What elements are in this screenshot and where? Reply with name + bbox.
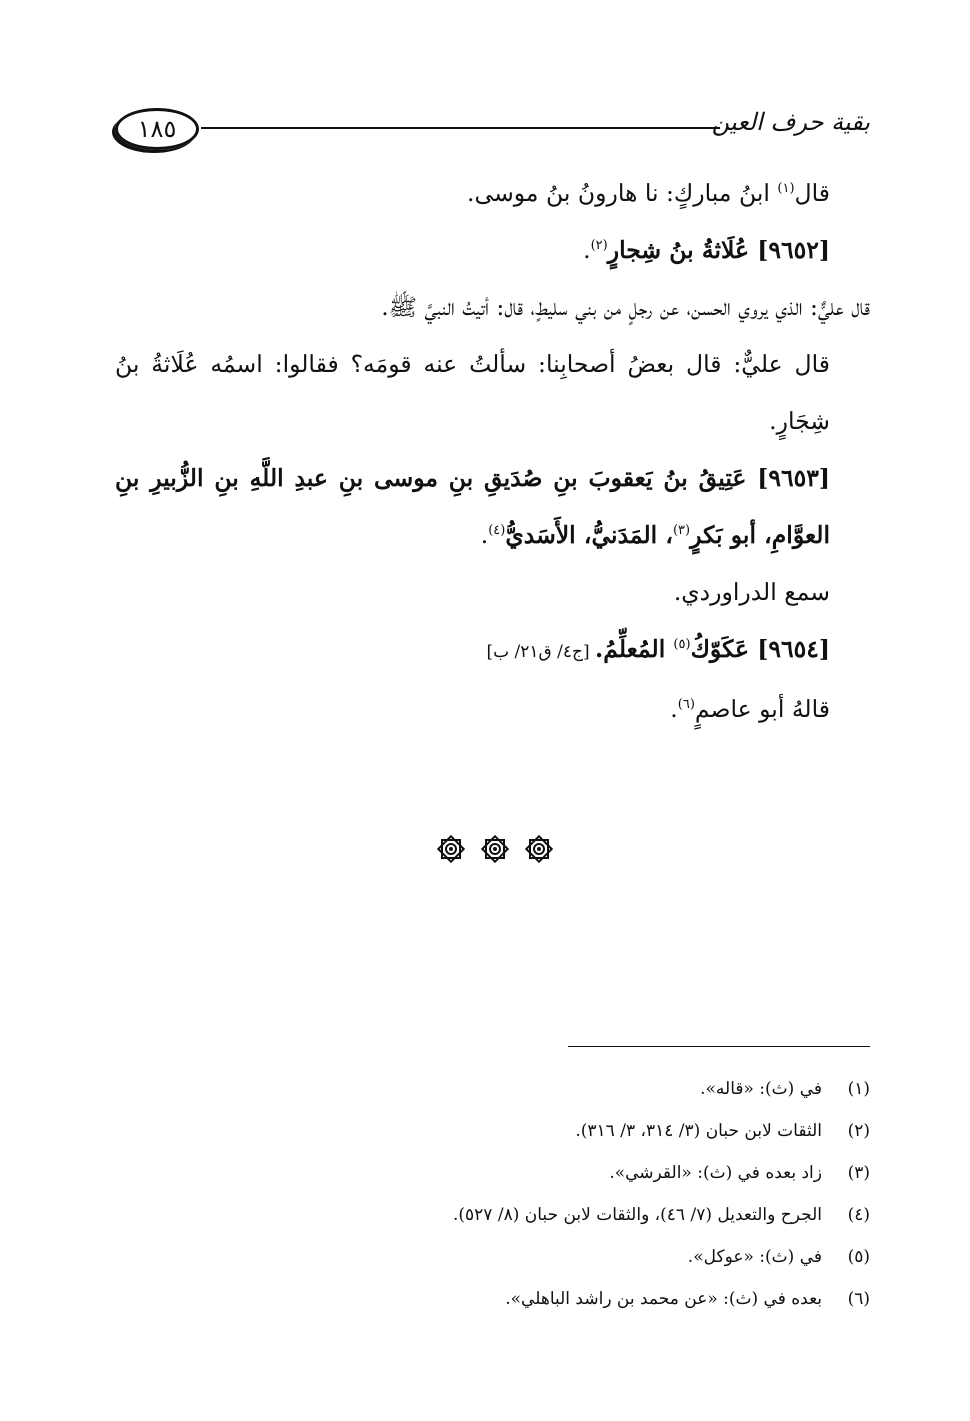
footnote (115, 1194, 870, 1236)
entry-title-cont: المُعلِّمُ. (595, 635, 674, 663)
main-text (115, 165, 870, 738)
footnote-number: (١) (847, 1079, 870, 1099)
floral-ornament-icon (479, 833, 511, 865)
floral-ornament-icon (523, 833, 555, 865)
footnote-text: زاد بعده في (ث): «القرشي». (609, 1163, 822, 1183)
footnote-number: (٤) (847, 1205, 870, 1225)
footnote-number: (٦) (847, 1289, 870, 1309)
footnote (115, 1278, 870, 1320)
page-number-badge (115, 108, 199, 150)
page-header (115, 100, 870, 162)
text-run: قال (794, 179, 830, 207)
running-title: بقية حرف العين (711, 108, 870, 136)
text-run: . (480, 521, 489, 549)
footnote-ref: (٣) (672, 523, 691, 539)
paragraph: قال عليٌّ: قال بعضُ أصحابِنا: سألتُ عنه قومَه؟ فقالوا: اسمُه عُلَاثةُ بنُ شِجَارٍ. (115, 350, 830, 435)
paragraph (115, 165, 870, 222)
footnote (115, 1152, 870, 1194)
footnote (115, 1110, 870, 1152)
footnote-text: الثقات لابن حبان (٣/ ٣١٤، ٣/ ٣١٦). (575, 1121, 822, 1141)
text-run: . (670, 695, 678, 723)
text-run: قالهُ أبو عاصمٍ (694, 695, 830, 723)
footnotes (115, 1068, 870, 1320)
manuscript-ref: [ج٤/ ق٢١/ ب] (486, 642, 596, 662)
entry-title: [٩٦٥٢] عُلَاثةُ بنُ شِجارٍ (607, 236, 830, 264)
footnote-text: الجرح والتعديل (٧/ ٤٦)، والثقات لابن حبان (٨/ ٥٢٧). (453, 1205, 822, 1225)
footnote-text: في (ث): «عوكل». (687, 1247, 822, 1267)
entry-heading (115, 450, 870, 564)
section-divider (435, 833, 555, 873)
text-run: ابنُ مباركٍ: نا هارونُ بنُ موسى. (467, 179, 778, 207)
footnote-separator (568, 1046, 870, 1047)
entry-heading (115, 621, 870, 681)
paragraph: سمع الدراوردي. (673, 578, 830, 606)
footnote (115, 1068, 870, 1110)
text-run: . (583, 236, 591, 264)
footnote-number: (٢) (847, 1121, 870, 1141)
footnote-ref: (٢) (590, 238, 608, 254)
footnote-ref: (٦) (677, 697, 695, 713)
floral-ornament-icon (435, 833, 467, 865)
footnote-ref: (٤) (488, 523, 506, 539)
footnote (115, 1236, 870, 1278)
entry-title-cont: ، المَدَنيُّ، الأَسَديُّ (505, 521, 673, 549)
paragraph: قال عليٌّ: الذي يروي الحسن، عن رجلٍ من بني سليطٍ، قال: أتيتُ النبيَّ ﷺ. (381, 293, 870, 321)
footnote-text: في (ث): «قاله». (700, 1079, 822, 1099)
entry-heading (115, 222, 870, 279)
entry-title: [٩٦٥٤] عَكَوّكُ (690, 635, 830, 663)
footnote-ref: (٥) (673, 637, 691, 653)
footnote-ref: (١) (777, 181, 795, 197)
paragraph (115, 681, 870, 738)
footnote-number: (٣) (847, 1163, 870, 1183)
footnote-text: بعده في (ث): «عن محمد بن راشد الباهلي». (505, 1289, 822, 1309)
footnote-number: (٥) (847, 1247, 870, 1267)
page-number: ١٨٥ (137, 115, 177, 143)
entry-title: [٩٦٥٣] عَتِيقُ بنُ يَعقوبَ بنِ صُدَيقِ بنِ موسى بنِ عبدِ اللَّهِ بنِ الزُّبيرِ بنِ العوَّامِ، أبو بَكرٍ (115, 464, 830, 549)
header-rule (201, 127, 720, 129)
